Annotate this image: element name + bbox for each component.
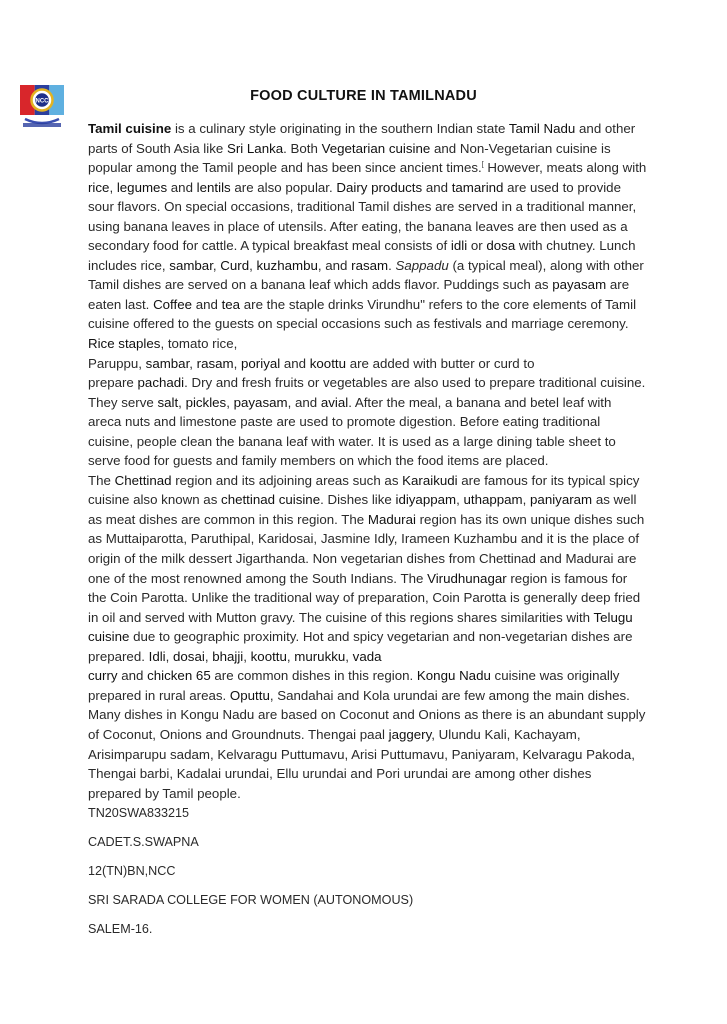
- paragraph-kongu: [88, 666, 648, 803]
- text-run: and: [422, 179, 452, 195]
- text-run: ,: [178, 394, 186, 410]
- text-run: ,: [165, 648, 174, 664]
- linked-term: Dairy products: [336, 179, 423, 195]
- text-run: ,: [249, 257, 257, 273]
- text-run: are also popular.: [230, 179, 337, 195]
- text-run: ,: [189, 355, 197, 371]
- text-run: ,: [204, 648, 213, 664]
- linked-term: Curd: [220, 257, 250, 273]
- article-body: [88, 119, 648, 803]
- linked-term: Vegetarian cuisine: [321, 140, 431, 156]
- linked-term: payasam: [233, 394, 288, 410]
- text-run: region and its adjoining areas such as: [171, 472, 403, 488]
- linked-term: Telugu cuisine: [88, 609, 633, 645]
- text-run: prepare: [88, 375, 138, 391]
- linked-term: idiyappam: [395, 492, 457, 508]
- cadet-name: CADET.S.SWAPNA: [88, 835, 199, 849]
- linked-term: kuzhambu: [256, 257, 318, 273]
- linked-term: salt: [157, 394, 179, 410]
- text-run: and: [117, 668, 148, 684]
- text-run: , and: [287, 394, 321, 410]
- text-run: . Dry and fresh fruits or vegetables are also used to prepare traditional cuisine. They serve: [88, 375, 646, 410]
- linked-term: Madurai: [367, 511, 416, 527]
- linked-term: lentils: [196, 179, 231, 195]
- text-run: are famous for its typical spicy cuisine also known as: [88, 472, 640, 508]
- linked-term: murukku: [294, 648, 346, 664]
- text-run: are common dishes in this region.: [210, 668, 417, 684]
- text-run: , Ulundu Kali, Kachayam, Arisimparupu sadam, Kelvaragu Puttumavu, Arisi Puttumavu, Paniyaram, Kelvaragu Pakoda, Thengai barbi, Kadalai urundai, Ellu urundai and Pori urundai are among other dishes prepared by Tamil people.: [88, 726, 635, 801]
- text-run: ,: [522, 492, 531, 508]
- paragraph-paruppu: [88, 354, 648, 374]
- linked-term: dosai: [173, 648, 205, 664]
- text-run: ,: [226, 394, 234, 410]
- linked-term: idli: [450, 238, 468, 254]
- linked-term: Idli: [148, 648, 166, 664]
- text-run: is a culinary style originating in the southern Indian state: [171, 121, 509, 136]
- linked-term: pickles: [185, 394, 227, 410]
- linked-term: payasam: [552, 277, 607, 293]
- linked-term: rasam: [196, 355, 234, 371]
- paragraph-regions: [88, 471, 648, 666]
- linked-term: rasam: [351, 257, 389, 273]
- linked-term: chicken 65: [147, 668, 211, 684]
- linked-term: curry: [88, 668, 118, 684]
- text-run: ,: [109, 179, 117, 195]
- text-run: , Sandahai and Kola urundai are few among the main dishes. Many dishes in Kongu Nadu are based on Coconut and Onions as there is an abundant supply of Coconut, Onions and Groundnuts. Thengai paal: [88, 687, 646, 742]
- text-run: and: [167, 179, 197, 195]
- text-run: are added with butter or curd to: [346, 355, 535, 371]
- linked-term: pachadi: [137, 375, 185, 391]
- text-run: and other parts of South Asia like: [88, 121, 636, 156]
- text-run: ,: [233, 355, 242, 371]
- text-run: , and: [317, 257, 352, 273]
- college-name: SRI SARADA COLLEGE FOR WOMEN (AUTONOMOUS): [88, 893, 414, 907]
- college-city: SALEM-16.: [88, 922, 153, 936]
- linked-term: tamarind: [451, 179, 504, 195]
- logo-emblem-text: NCC: [35, 98, 49, 105]
- paragraph-pachadi: [88, 373, 648, 471]
- linked-term: Sappadu: [395, 257, 449, 273]
- text-run: . Dishes like: [320, 492, 396, 508]
- linked-term: Rice staples: [88, 336, 161, 352]
- linked-term: dosa: [486, 238, 516, 254]
- linked-term: Chettinad: [114, 472, 172, 488]
- linked-term: legumes: [116, 179, 168, 195]
- text-run: or: [467, 238, 487, 254]
- text-run: and: [192, 296, 222, 312]
- linked-term: Karaikudi: [402, 472, 458, 488]
- text-run: due to geographic proximity. Hot and spicy vegetarian and non-vegetarian dishes are prepared.: [88, 629, 633, 664]
- linked-term: rice: [88, 179, 110, 195]
- linked-term: tea: [221, 296, 241, 312]
- text-run: However, meats along with: [483, 160, 647, 176]
- linked-term: Oputtu: [229, 687, 270, 703]
- linked-term: vada: [352, 648, 382, 664]
- text-run: ,: [212, 257, 221, 273]
- text-run: Paruppu,: [88, 355, 146, 371]
- text-run: with chutney. Lunch includes rice,: [88, 238, 636, 273]
- text-run: and Non-Vegetarian cuisine is popular among the Tamil people and has been since ancient times.: [88, 140, 611, 176]
- linked-term: uthappam: [463, 492, 523, 508]
- text-run: .: [388, 257, 396, 273]
- text-run: as well as meat dishes are common in this region. The: [88, 492, 637, 527]
- page-title: FOOD CULTURE IN TAMILNADU: [250, 88, 477, 104]
- paragraph-intro: [88, 119, 648, 354]
- linked-term: Coffee: [153, 296, 192, 312]
- text-run: . After the meal, a banana and betel leaf with areca nuts and limestone paste are used to promote digestion. Before eating traditional cuisine, people clean the banana leaf with water. It is used as a large dining table sheet to serve food for guests and family members on which the food items are placed.: [88, 394, 616, 469]
- cadet-unit: 12(TN)BN,NCC: [88, 864, 176, 878]
- cadet-id: TN20SWA833215: [88, 806, 190, 820]
- text-run: and: [280, 355, 310, 371]
- linked-term: sambar: [145, 355, 190, 371]
- linked-term: sambar: [169, 257, 213, 273]
- text-run: are the staple drinks Virundhu" refers to the core elements of Tamil cuisine offered to the guests on special occasions such as festivals and marriage ceremony.: [88, 296, 637, 332]
- linked-term: Virudhunagar: [427, 570, 507, 586]
- text-run: . Both: [283, 140, 322, 156]
- linked-term: chettinad cuisine: [221, 492, 321, 508]
- text-run: ,: [243, 648, 251, 664]
- text-run: are used to provide sour flavors. On special occasions, traditional Tamil dishes are served in a traditional manner, using banana leaves in place of utensils. After eating, the banana leaves are then used as a secondary food for cattle. A typical breakfast meal consists of: [88, 179, 637, 254]
- linked-term: Sri Lanka: [226, 140, 284, 156]
- linked-term: koottu: [309, 355, 346, 371]
- text-run: ,: [345, 648, 353, 664]
- linked-term: jaggery: [388, 726, 432, 742]
- footnote-marker: [: [481, 161, 484, 169]
- text-run: are eaten last.: [88, 277, 630, 312]
- linked-term: Tamil Nadu: [508, 121, 576, 136]
- linked-term: Tamil cuisine: [88, 121, 172, 136]
- text-run: , tomato rice,: [160, 336, 238, 352]
- text-run: ,: [456, 492, 464, 508]
- linked-term: bhajji: [212, 648, 244, 664]
- text-run: cuisine was originally prepared in rural areas.: [88, 668, 620, 703]
- linked-term: Kongu Nadu: [416, 668, 491, 684]
- linked-term: poriyal: [241, 355, 281, 371]
- linked-term: paniyaram: [530, 492, 593, 508]
- text-run: (a typical meal), along with other Tamil dishes are served on a banana leaf which adds flavor. Puddings such as: [88, 257, 644, 293]
- text-run: ,: [286, 648, 295, 664]
- linked-term: koottu: [250, 648, 287, 664]
- linked-term: avial: [320, 394, 349, 410]
- text-run: region has its own unique dishes such as Muttaiparotta, Paruthipal, Karidosai, Jasmine Idly, Irameen Kuzhambu and it is the place of origin of the milk dessert Jigarthanda. Non vegetarian dishes from Chettinad and Madurai are one of the most renowned among the South Indians. The: [88, 511, 645, 586]
- text-run: region is famous for the Coin Parotta. Unlike the traditional way of preparation, Coin Parotta is generally deep fried in oil and served with Mutton gravy. The cuisine of this regions shares similarities with: [88, 570, 641, 625]
- text-run: The: [88, 472, 115, 488]
